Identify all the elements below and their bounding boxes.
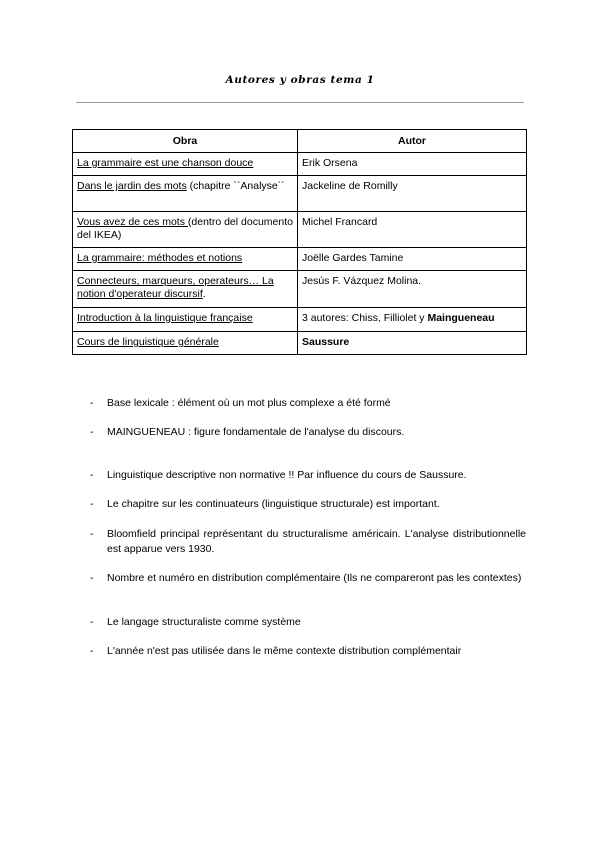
note-text: Base lexicale : élément où un mot plus complexe a été formé <box>107 397 391 409</box>
document-title: Autores y obras tema 1 <box>225 74 375 86</box>
obra-title: Introduction à la linguistique française <box>77 312 253 324</box>
obra-cell <box>73 176 298 212</box>
autor-text: 3 autores: Chiss, Filliolet y <box>302 312 428 324</box>
autor-cell <box>298 153 527 176</box>
table-row <box>73 271 527 308</box>
table-row <box>73 332 527 355</box>
obra-title: Cours de linguistique générale <box>77 336 219 348</box>
works-table <box>72 129 527 355</box>
note-text: Le langage structuraliste comme système <box>107 616 301 628</box>
autor-text: Michel Francard <box>302 216 378 228</box>
note-text: Bloomfield principal représentant du structuralisme américain. L'analyse distributionnelle est apparue vers 1930. <box>107 528 526 555</box>
obra-title: La grammaire est une chanson douce <box>77 157 254 169</box>
autor-text: Joëlle Gardes Tamine <box>302 252 404 264</box>
obra-extra: (dentro del documento del IKEA) <box>77 216 293 241</box>
obra-cell <box>73 153 298 176</box>
obra-cell <box>73 271 298 308</box>
autor-text: Erik Orsena <box>302 157 358 169</box>
table-row <box>73 176 527 212</box>
autor-bold: Saussure <box>302 336 350 348</box>
bullet-dash: - <box>90 528 94 540</box>
autor-text: Jesús F. Vázquez Molina. <box>302 275 422 287</box>
obra-cell <box>73 332 298 355</box>
bullet-dash: - <box>90 645 94 657</box>
autor-cell <box>298 248 527 271</box>
note-text: MAINGUENEAU : figure fondamentale de l'analyse du discours. <box>107 426 405 438</box>
obra-extra: (chapitre ``Analyse´´ <box>186 180 285 192</box>
obra-title: La grammaire: méthodes et notions <box>77 252 243 264</box>
note-text: Linguistique descriptive non normative !! Par influence du cours de Saussure. <box>107 469 467 481</box>
autor-cell <box>298 332 527 355</box>
table-header-row <box>73 130 527 153</box>
obra-cell <box>73 212 298 248</box>
note-text: Le chapitre sur les continuateurs (linguistique structurale) est important. <box>107 498 440 510</box>
table-row <box>73 153 527 176</box>
bullet-dash: - <box>90 616 94 628</box>
obra-title: Connecteurs, marqueurs, operateurs… La notion d'operateur discursif <box>77 275 274 300</box>
bullet-dash: - <box>90 426 94 438</box>
note-text: L'année n'est pas utilisée dans le même contexte distribution complémentair <box>107 645 462 657</box>
autor-text: Jackeline de Romilly <box>302 180 398 192</box>
table-row <box>73 308 527 332</box>
obra-extra: . <box>202 288 206 300</box>
table-row <box>73 248 527 271</box>
obra-cell <box>73 308 298 332</box>
obra-cell <box>73 248 298 271</box>
table-row <box>73 212 527 248</box>
autor-cell <box>298 308 527 332</box>
obra-title: Vous avez de ces mots <box>77 216 188 228</box>
bullet-dash: - <box>90 397 94 409</box>
note-text: Nombre et numéro en distribution complémentaire (Ils ne compareront pas les contextes) <box>107 572 522 584</box>
header-obra: Obra <box>73 130 298 153</box>
autor-cell <box>298 212 527 248</box>
autor-cell <box>298 176 527 212</box>
obra-title: Dans le jardin des mots <box>77 180 187 192</box>
bullet-dash: - <box>90 572 94 584</box>
bullet-dash: - <box>90 469 94 481</box>
bullet-dash: - <box>90 498 94 510</box>
autor-bold: Maingueneau <box>427 312 495 324</box>
autor-cell <box>298 271 527 308</box>
title-divider <box>76 102 524 103</box>
header-autor: Autor <box>298 130 527 153</box>
